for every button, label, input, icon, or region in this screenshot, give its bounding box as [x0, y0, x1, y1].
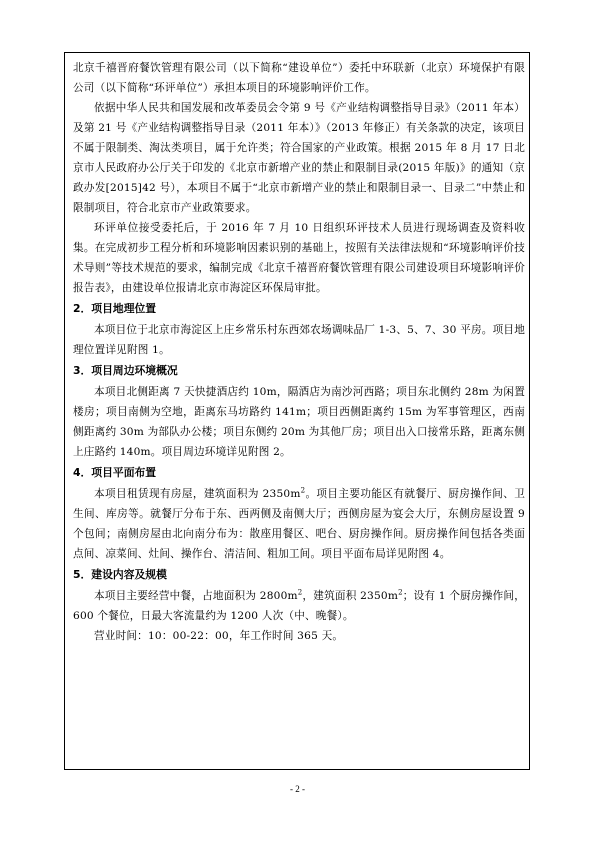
- intro-paragraph-1: 北京千禧晋府餐饮管理有限公司（以下简称“建设单位”）委托中环联新（北京）环境保护有限公司（以下简称“环评单位”）承担本项目的环境影响评价工作。: [73, 62, 525, 94]
- section-5-paragraph-1: [73, 586, 525, 626]
- document-body: [73, 58, 525, 646]
- s5-text-c: ；设有 1 个厨房操作间，600 个餐位，日最大客流量约为 1200 人次（中、晚餐）。: [73, 590, 526, 622]
- section-5-paragraph-2: 营业时间：10：00-22：00，年工作时间 365 天。: [94, 630, 344, 642]
- intro-paragraph-3: 环评单位接受委托后，于 2016 年 7 月 10 日组织环评技术人员进行现场调查及资料收集。在完成初步工程分析和环境影响因素识别的基础上，按照有关法律法规和“环境影响评价技术导则”等技术规范的要求，编制完成《北京千禧晋府餐饮管理有限公司建设项目环境影响评价报告表》，由建设单位报请北京市海淀区环保局审批。: [73, 222, 525, 294]
- s5-text-a: 本项目主要经营中餐，占地面积为 2800m: [94, 590, 298, 602]
- page-number: - 2 -: [290, 784, 305, 794]
- section-2-paragraph: 本项目位于北京市海淀区上庄乡常乐村东西郊农场调味品厂 1-3、5、7、30 平房。项目地理位置详见附图 1。: [73, 324, 525, 356]
- section-4-paragraph: [73, 484, 525, 564]
- intro-paragraph-2: 依据中华人民共和国发展和改革委员会令第 9 号《产业结构调整指导目录》（2011 年本）及第 21 号《产业结构调整指导目录（2011 年本）》（2013 年修正）有关条款的决定，该项目不属于限制类、淘汰类项目，属于允许类；符合国家的产业政策。根据 2015 年 8 月 17 日北京市人民政府办公厅关于印发的《北京市新增产业的禁止和限制目录(2015 年版)》的通知（京政办发[2015]42 号），本项目不属于“北京市新增产业的禁止和限制目录一、目录二”中禁止和限制项目，符合北京市产业政策要求。: [73, 102, 525, 214]
- s5-sup-1: 2: [297, 588, 303, 597]
- s5-sup-2: 2: [398, 588, 403, 597]
- s5-text-b: ，建筑面积 2350m: [302, 590, 399, 602]
- section-3-heading: 3．项目周边环境概况: [73, 364, 178, 377]
- section-5-heading: 5．建设内容及规模: [73, 568, 167, 581]
- section-3-paragraph: 本项目北侧距离 7 天快捷酒店约 10m，隔酒店为南沙河西路；项目东北侧约 28m 为闲置楼房；项目南侧为空地，距离东马坊路约 141m；项目西侧距离约 15m 为军事管理区，西南侧距离约 30m 为部队办公楼；项目东侧约 20m 为其他厂房；项目出入口接常乐路，距离东侧上庄路约 140m。项目周边环境详见附图 2。: [73, 386, 525, 458]
- s4-text-a: 本项目租赁现有房屋，建筑面积为 2350m: [94, 488, 301, 500]
- section-2-heading: 2．项目地理位置: [73, 302, 157, 315]
- s4-text-b: 。项目主要功能区有就餐厅、厨房操作间、卫生间、库房等。就餐厅分布于东、西两侧及南侧大厅；西侧房屋为宴会大厅，东侧房屋设置 9 个包间；南侧房屋由北向南分布为：散座用餐区、吧台、厨房操作间。厨房操作间包括各类面点间、凉菜间、灶间、操作台、清洁间、粗加工间。项目平面布局详见附图 4。: [73, 488, 526, 560]
- s4-sup: 2: [300, 486, 306, 495]
- section-4-heading: 4．项目平面布置: [73, 466, 157, 479]
